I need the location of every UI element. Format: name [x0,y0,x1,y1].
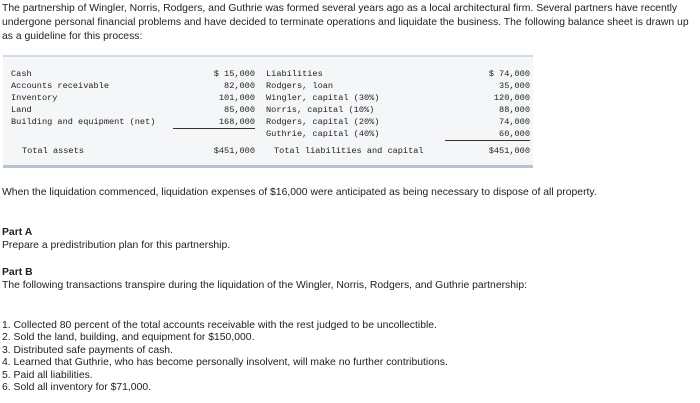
liability-value: 120,000 [493,93,530,103]
asset-value: 101,000 [218,93,255,103]
asset-value: $ 15,000 [213,69,255,79]
liability-name: Norris, capital (10%) [266,105,375,115]
part-b-text: The following transactions transpire during the liquidation of the Wingler, Norris, Rodgers, and Guthrie partnership: [2,280,528,291]
transaction-list [2,320,448,394]
part-b-title: Part B [2,267,33,278]
liability-value: 88,000 [499,105,530,115]
asset-name: Land [11,105,32,115]
intro-paragraph: The partnership of Wingler, Norris, Rodgers, and Guthrie was formed several years ago as a local architectural firm. Several partners have recently undergone personal financial problems and have decided to terminate operations and liquidate the business. The following balance sheet is drawn up as a guideline for this process: [2,3,689,42]
liability-value: 60,000 [445,129,530,141]
liability-name: Rodgers, capital (20%) [266,117,380,127]
liability-name: Guthrie, capital (40%) [266,129,380,139]
list-item: 4. Learned that Guthrie, who has become personally insolvent, will make no further contributions. [2,357,448,369]
liability-name: Liabilities [266,69,323,79]
asset-value: 85,000 [224,105,255,115]
liability-value: 35,000 [499,81,530,91]
asset-name: Accounts receivable [11,81,109,91]
asset-name: Cash [11,69,32,79]
asset-value: 82,000 [224,81,255,91]
total-assets-value: $451,000 [213,146,255,156]
list-item: 3. Distributed safe payments of cash. [2,344,173,356]
list-item: 5. Paid all liabilities. [2,369,93,381]
asset-name: Inventory [11,93,58,103]
asset-name: Building and equipment (net) [11,117,156,127]
liability-name: Wingler, capital (30%) [266,93,380,103]
liquidation-note: When the liquidation commenced, liquidation expenses of $16,000 were anticipated as being necessary to dispose of all property. [2,187,597,198]
total-liabilities-label: Total liabilities and capital [274,146,424,156]
liability-value: $ 74,000 [488,69,530,79]
total-liabilities-value: $451,000 [488,146,530,156]
part-a-title: Part A [2,227,33,238]
total-assets-label: Total assets [22,146,84,156]
list-item: 2. Sold the land, building, and equipment for $150,000. [2,332,255,344]
liability-name: Rodgers, loan [266,81,334,91]
part-a-text: Prepare a predistribution plan for this partnership. [2,240,231,251]
list-item: 6. Sold all inventory for $71,000. [2,382,152,394]
liability-value: 74,000 [499,117,530,127]
balance-sheet [3,55,533,168]
asset-value: 168,000 [173,117,255,129]
list-item: 1. Collected 80 percent of the total accounts receivable with the rest judged to be uncollectible. [2,320,437,331]
